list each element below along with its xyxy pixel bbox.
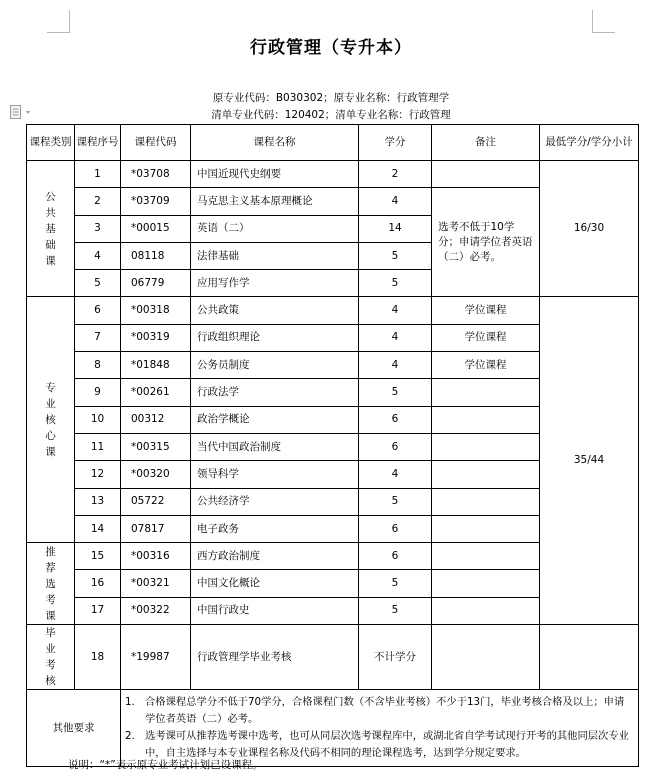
name-cell: 领导科学 [191, 461, 359, 488]
name-cell: 当代中国政治制度 [191, 433, 359, 460]
seq-cell: 7 [75, 324, 121, 351]
name-cell: 行政组织理论 [191, 324, 359, 351]
credit-cell: 4 [359, 352, 432, 379]
note-cell: 学位课程 [432, 297, 540, 324]
name-cell: 公务员制度 [191, 352, 359, 379]
note-public-basic: 选考不低于10学分；申请学位者英语（二）必考。 [432, 188, 540, 297]
seq-cell: 4 [75, 242, 121, 269]
note-cell [432, 433, 540, 460]
credit-cell: 6 [359, 406, 432, 433]
min-credit-core: 35/44 [540, 297, 639, 625]
code-cell: *00321 [121, 570, 191, 597]
seq-cell: 12 [75, 461, 121, 488]
name-cell: 西方政治制度 [191, 543, 359, 570]
seq-cell: 3 [75, 215, 121, 242]
min-credit-public-basic: 16/30 [540, 161, 639, 297]
header-credit: 学分 [359, 125, 432, 161]
seq-cell: 9 [75, 379, 121, 406]
header-code: 课程代码 [121, 125, 191, 161]
credit-cell: 6 [359, 515, 432, 542]
seq-cell: 5 [75, 270, 121, 297]
credit-cell: 14 [359, 215, 432, 242]
subtitle-original-major: 原专业代码：B030302；原专业名称：行政管理学 [212, 92, 450, 104]
footnote: 说明：“*”表示原专业考试计划已设课程。 [68, 759, 263, 771]
other-requirements-content [121, 690, 639, 767]
crop-mark-top-left [47, 10, 70, 33]
name-cell: 法律基础 [191, 242, 359, 269]
crop-mark-top-right [592, 10, 615, 33]
seq-cell: 2 [75, 188, 121, 215]
name-cell: 中国文化概论 [191, 570, 359, 597]
requirement-text: 合格课程总学分不低于70学分，合格课程门数（不含毕业考核）不少于13门，毕业考核合格及以上；申请学位者英语（二）必考。 [145, 696, 625, 726]
category-public-basic: 公 共 基 础 课 [27, 161, 75, 297]
code-cell: *00320 [121, 461, 191, 488]
note-cell [432, 570, 540, 597]
credit-cell: 5 [359, 379, 432, 406]
code-cell: *00015 [121, 215, 191, 242]
credit-cell: 5 [359, 488, 432, 515]
code-cell: *00315 [121, 433, 191, 460]
table-row [27, 161, 639, 188]
credit-cell: 4 [359, 324, 432, 351]
seq-cell: 14 [75, 515, 121, 542]
category-graduation: 毕 业 考 核 [27, 625, 75, 690]
name-cell: 中国近现代史纲要 [191, 161, 359, 188]
credit-cell: 6 [359, 543, 432, 570]
note-cell [432, 161, 540, 188]
name-cell: 行政管理学毕业考核 [191, 625, 359, 690]
note-cell [432, 625, 540, 690]
seq-cell: 15 [75, 543, 121, 570]
credit-cell: 2 [359, 161, 432, 188]
note-cell [432, 488, 540, 515]
code-cell: *03709 [121, 188, 191, 215]
requirement-number: 2. [125, 730, 135, 743]
credit-cell: 5 [359, 242, 432, 269]
note-cell: 学位课程 [432, 324, 540, 351]
note-cell [432, 461, 540, 488]
name-cell: 马克思主义基本原理概论 [191, 188, 359, 215]
credit-cell: 5 [359, 570, 432, 597]
note-cell [432, 597, 540, 624]
code-cell: 07817 [121, 515, 191, 542]
code-cell: *00261 [121, 379, 191, 406]
header-note: 备注 [432, 125, 540, 161]
category-core: 专 业 核 心 课 [27, 297, 75, 543]
min-credit-graduation [540, 625, 639, 690]
name-cell: 政治学概论 [191, 406, 359, 433]
category-recommended: 推 荐 选 考 课 [27, 543, 75, 625]
code-cell: *00316 [121, 543, 191, 570]
note-cell: 学位课程 [432, 352, 540, 379]
requirement-number: 1. [125, 696, 135, 709]
seq-cell: 16 [75, 570, 121, 597]
name-cell: 行政法学 [191, 379, 359, 406]
other-requirements-label: 其他要求 [27, 690, 121, 767]
seq-cell: 11 [75, 433, 121, 460]
credit-cell: 5 [359, 597, 432, 624]
code-cell: *00318 [121, 297, 191, 324]
table-row [27, 625, 639, 690]
name-cell: 英语（二） [191, 215, 359, 242]
code-cell: *01848 [121, 352, 191, 379]
header-min-credit: 最低学分/学分小计 [540, 125, 639, 161]
page-title: 行政管理（专升本） [250, 38, 412, 58]
header-seq: 课程序号 [75, 125, 121, 161]
seq-cell: 13 [75, 488, 121, 515]
requirement-item [125, 694, 632, 728]
name-cell: 应用写作学 [191, 270, 359, 297]
note-cell [432, 379, 540, 406]
seq-cell: 17 [75, 597, 121, 624]
code-cell: 06779 [121, 270, 191, 297]
note-cell [432, 543, 540, 570]
credit-cell: 5 [359, 270, 432, 297]
note-cell [432, 406, 540, 433]
table-row [27, 297, 639, 324]
name-cell: 中国行政史 [191, 597, 359, 624]
seq-cell: 18 [75, 625, 121, 690]
name-cell: 公共经济学 [191, 488, 359, 515]
subtitle-list-major: 清单专业代码：120402；清单专业名称：行政管理 [211, 109, 451, 121]
course-table [26, 124, 639, 767]
code-cell: 08118 [121, 242, 191, 269]
credit-cell: 4 [359, 297, 432, 324]
code-cell: *03708 [121, 161, 191, 188]
note-cell [432, 515, 540, 542]
seq-cell: 8 [75, 352, 121, 379]
credit-cell: 不计学分 [359, 625, 432, 690]
name-cell: 公共政策 [191, 297, 359, 324]
name-cell: 电子政务 [191, 515, 359, 542]
credit-cell: 4 [359, 461, 432, 488]
credit-cell: 6 [359, 433, 432, 460]
credit-cell: 4 [359, 188, 432, 215]
requirement-text: 选考课可从推荐选考课中选考，也可从同层次选考课程库中，或湖北省自学考试现行开考的其他同层次专业中，自主选择与本专业课程名称及代码不相同的理论课程选考，达到学分规定要求。 [145, 730, 629, 760]
code-cell: *00319 [121, 324, 191, 351]
paste-options-icon[interactable] [9, 104, 39, 120]
code-cell: *00322 [121, 597, 191, 624]
seq-cell: 1 [75, 161, 121, 188]
header-name: 课程名称 [191, 125, 359, 161]
other-requirements-row [27, 690, 639, 767]
header-category: 课程类别 [27, 125, 75, 161]
table-header-row [27, 125, 639, 161]
code-cell: 05722 [121, 488, 191, 515]
seq-cell: 6 [75, 297, 121, 324]
code-cell: *19987 [121, 625, 191, 690]
code-cell: 00312 [121, 406, 191, 433]
seq-cell: 10 [75, 406, 121, 433]
